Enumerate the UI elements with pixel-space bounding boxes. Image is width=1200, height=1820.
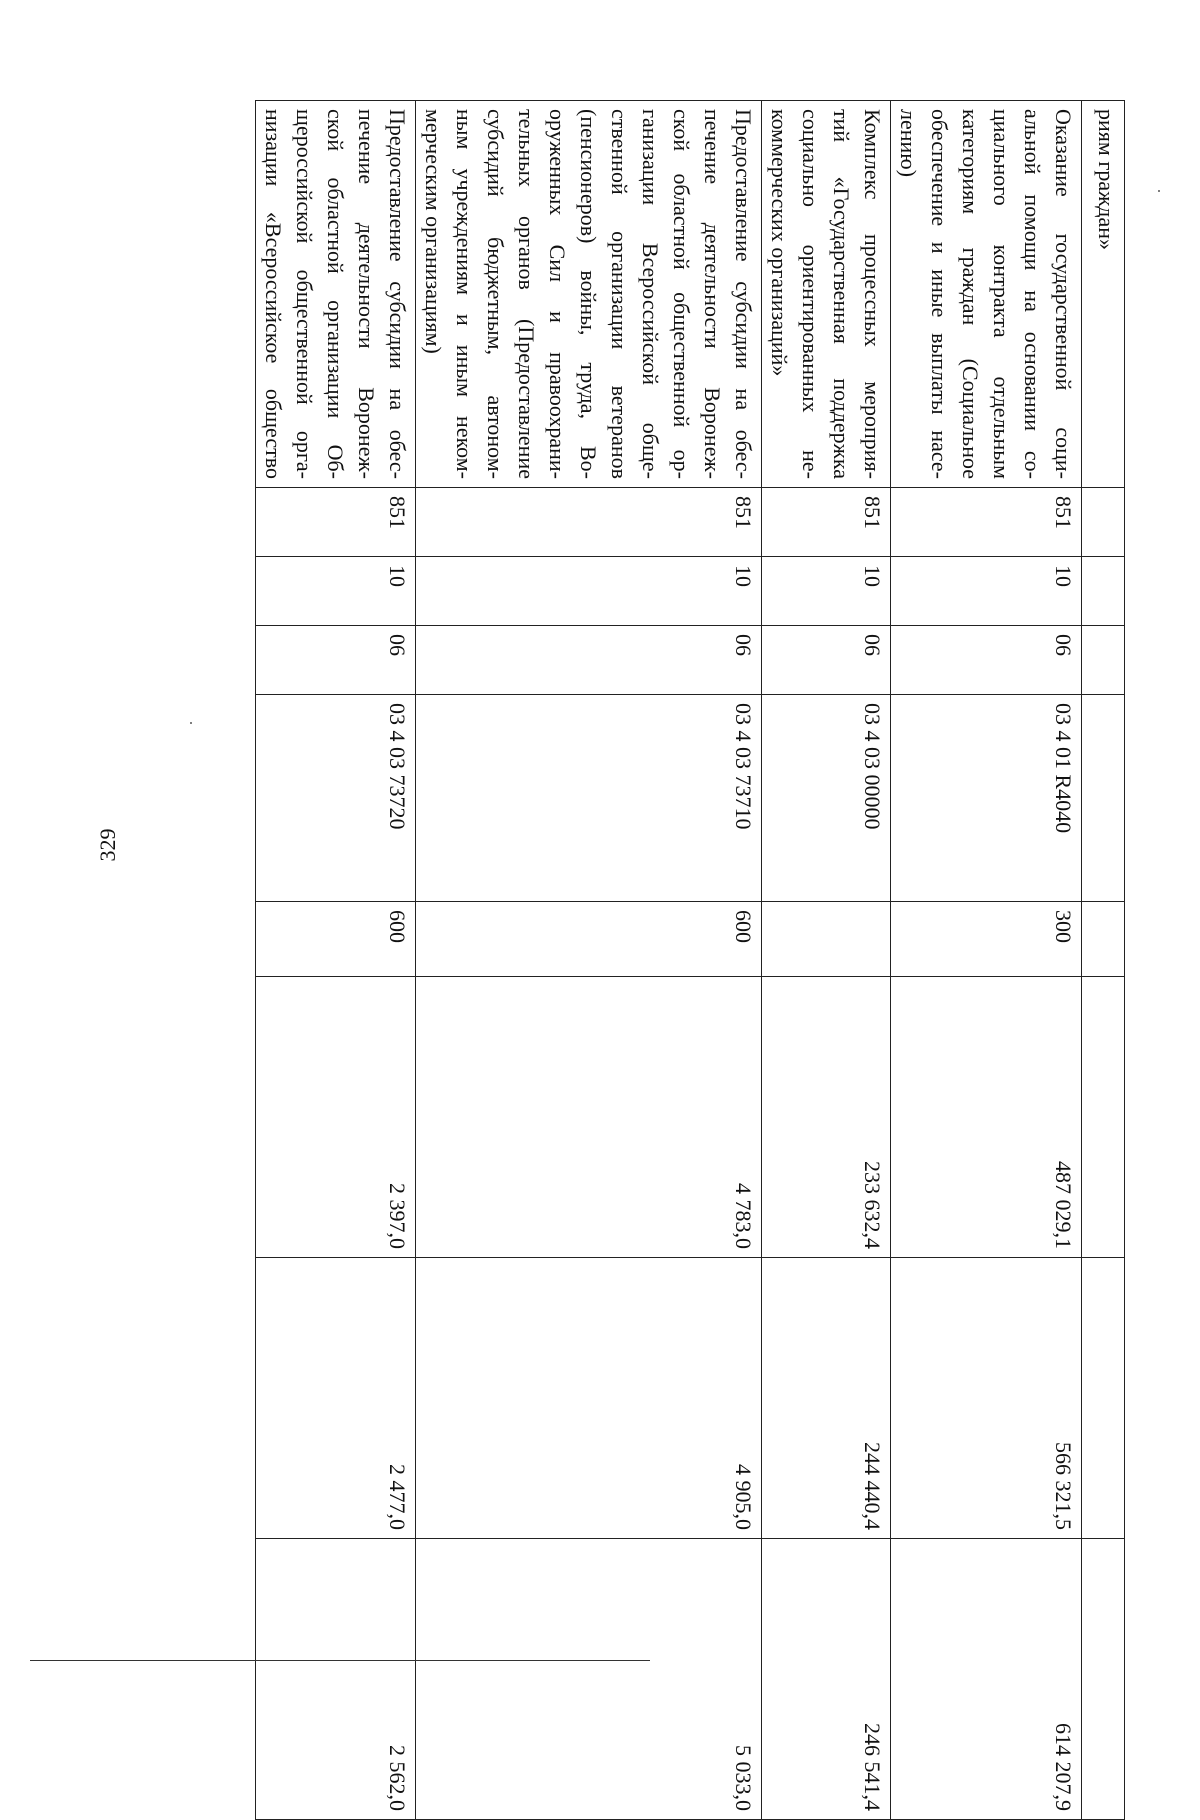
row-name-line: Предоставление субсидии на обес- [385, 109, 410, 479]
row-name-line: альной помощи на основании со- [1020, 109, 1045, 479]
ministry-cell [1082, 488, 1125, 557]
section-cell [1082, 557, 1125, 626]
year2-cell: 4 905,0 [416, 1258, 762, 1539]
row-name-line: циального контракта отдельным [989, 109, 1014, 479]
ministry-cell: 851 [891, 488, 1082, 557]
row-name-line: ской областной организации Об- [323, 109, 348, 479]
subsection-cell: 06 [762, 626, 891, 695]
row-name-cell [1082, 101, 1125, 488]
year3-cell: 2 562,0 [256, 1539, 416, 1820]
row-name-cell [256, 101, 416, 488]
section-cell: 10 [762, 557, 891, 626]
scan-speck [190, 722, 192, 724]
target-article-cell: 03 4 03 73710 [416, 695, 762, 902]
table-row-continued [1082, 101, 1125, 1820]
year2-cell: 2 477,0 [256, 1258, 416, 1539]
section-cell: 10 [416, 557, 762, 626]
row-name-line: ганизации Всероссийской обще- [638, 109, 663, 479]
year3-cell: 246 541,4 [762, 1539, 891, 1820]
section-cell: 10 [891, 557, 1082, 626]
row-name-cell [891, 101, 1082, 488]
expense-type-cell [762, 902, 891, 977]
subsection-cell: 06 [256, 626, 416, 695]
scan-speck [1158, 190, 1160, 192]
subsection-cell: 06 [416, 626, 762, 695]
year2-cell [1082, 1258, 1125, 1539]
year2-cell: 244 440,4 [762, 1258, 891, 1539]
bottom-rule [30, 1660, 650, 1661]
table-row [762, 101, 891, 1820]
expense-type-cell: 600 [416, 902, 762, 977]
expense-type-cell: 600 [256, 902, 416, 977]
section-cell: 10 [256, 557, 416, 626]
row-name-line: категориям граждан (Социальное [958, 109, 983, 479]
row-name-line: (пенсионеров) войны, труда, Во- [576, 109, 601, 479]
row-name-line: ным учреждениям и иным неком- [452, 109, 477, 479]
target-article-cell: 03 4 03 73720 [256, 695, 416, 902]
rotated-table-container [225, 100, 1125, 1811]
row-name-line: ской областной общественной ор- [669, 109, 694, 479]
row-name-cell [416, 101, 762, 488]
budget-table [255, 100, 1125, 1820]
page-number: 329 [95, 828, 120, 862]
row-name-cell [762, 101, 891, 488]
row-name-line: мерческим организациям) [421, 109, 446, 354]
subsection-cell: 06 [891, 626, 1082, 695]
subsection-cell [1082, 626, 1125, 695]
row-name-line: лению) [896, 109, 921, 178]
row-name-line: щероссийской общественной орга- [292, 109, 317, 479]
table-row [891, 101, 1082, 1820]
row-name-line: риям граждан» [1094, 109, 1119, 251]
year1-cell: 2 397,0 [256, 977, 416, 1258]
row-name-line: коммерческих организаций» [767, 109, 792, 377]
year1-cell [1082, 977, 1125, 1258]
row-name-line: обеспечение и иные выплаты насе- [927, 109, 952, 479]
row-name-line: оруженных Сил и правоохрани- [545, 109, 570, 479]
ministry-cell: 851 [762, 488, 891, 557]
row-name-line: низации «Всероссийское общество [261, 109, 286, 479]
year3-cell [1082, 1539, 1125, 1820]
year1-cell: 4 783,0 [416, 977, 762, 1258]
row-name-line: ственной организации ветеранов [607, 109, 632, 479]
target-article-cell: 03 4 03 00000 [762, 695, 891, 902]
row-name-line: Предоставление субсидии на обес- [731, 109, 756, 479]
target-article-cell [1082, 695, 1125, 902]
target-article-cell: 03 4 01 R4040 [891, 695, 1082, 902]
row-name-line: Комплекс процессных мероприя- [860, 109, 885, 479]
row-name-line: тий «Государственная поддержка [829, 109, 854, 479]
row-name-line: печение деятельности Воронеж- [700, 109, 725, 479]
row-name-line: социально ориентированных не- [798, 109, 823, 479]
table-row [256, 101, 416, 1820]
year3-cell: 5 033,0 [416, 1539, 762, 1820]
row-name-line: печение деятельности Воронеж- [354, 109, 379, 479]
row-name-line: субсидий бюджетным, автоном- [483, 109, 508, 479]
expense-type-cell: 300 [891, 902, 1082, 977]
year1-cell: 487 029,1 [891, 977, 1082, 1258]
year3-cell: 614 207,9 [891, 1539, 1082, 1820]
table-row [416, 101, 762, 1820]
ministry-cell: 851 [256, 488, 416, 557]
year2-cell: 566 321,5 [891, 1258, 1082, 1539]
row-name-line: Оказание государственной соци- [1051, 109, 1076, 479]
year1-cell: 233 632,4 [762, 977, 891, 1258]
row-name-line: тельных органов (Предоставление [514, 109, 539, 479]
ministry-cell: 851 [416, 488, 762, 557]
expense-type-cell [1082, 902, 1125, 977]
